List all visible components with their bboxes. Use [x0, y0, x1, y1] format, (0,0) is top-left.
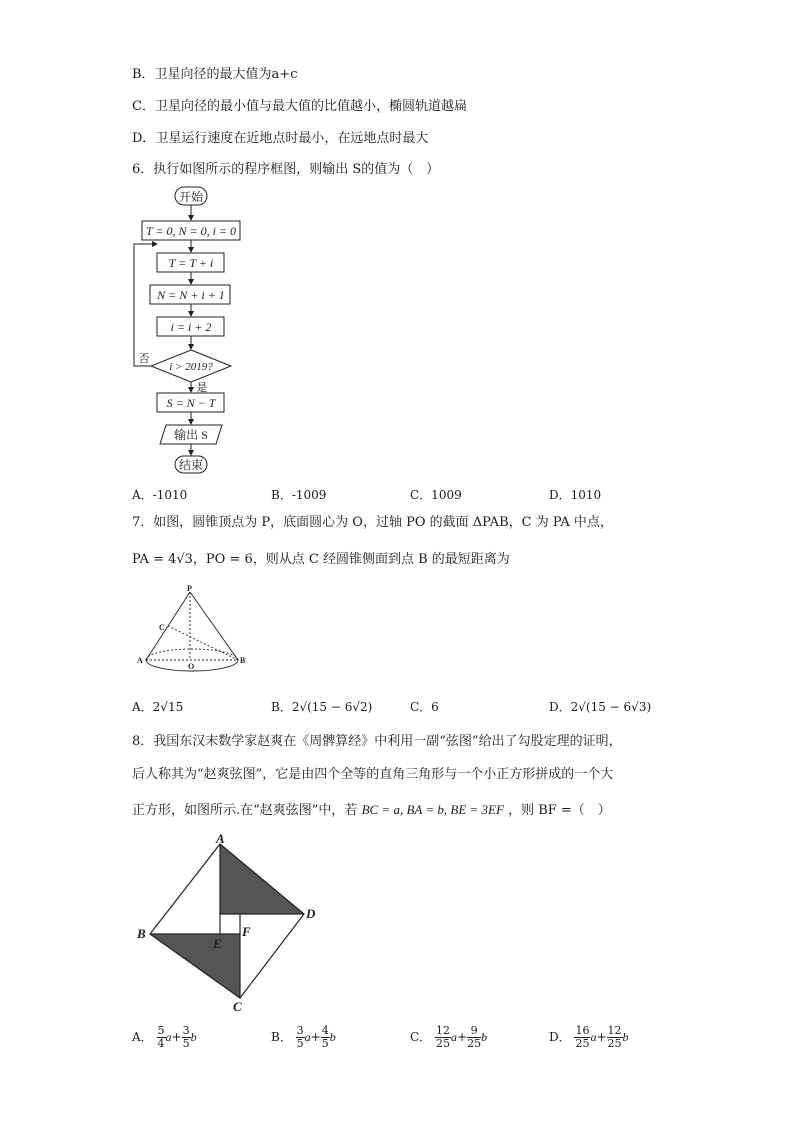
q8-stem-line3-prefix: 正方形，如图所示.在“赵爽弦图”中，若: [132, 803, 358, 818]
q8-option-b: B． $\frac{3}{5}$ a+ $\frac{4}{5}$ b: [271, 1024, 336, 1050]
q6-stem: 6．执行如图所示的程序框图，则输出 S的值为（ ）: [132, 162, 440, 177]
q8-stem-line1: 8．我国东汉末数学家赵爽在《周髀算经》中利用一副“弦图”给出了勾股定理的证明，: [132, 734, 622, 749]
q7-option-a: A．2√15: [132, 700, 184, 714]
q5-option-c: C．卫星向径的最小值与最大值的比值越小，椭圆轨道越扁: [132, 99, 467, 114]
q8-stem-line3: [132, 801, 611, 820]
q7-option-d: D．2√(15 − 6√3): [549, 700, 652, 714]
flow-step-i: i = i + 2: [170, 320, 212, 334]
q5-option-d: D．卫星运行速度在近地点时最小，在远地点时最大: [132, 131, 429, 146]
q7-option-b: B．2√(15 − 6√2): [271, 700, 373, 714]
square-label-a: A: [216, 831, 225, 846]
q7-cone-figure: [134, 584, 254, 680]
flow-start: 开始: [178, 190, 204, 204]
square-label-b: B: [137, 926, 146, 941]
q6-option-c: C．1009: [410, 488, 462, 502]
flow-condition: i > 2019?: [169, 361, 213, 373]
cone-label-a: A: [137, 656, 143, 665]
flow-end: 结束: [178, 458, 204, 472]
cone-label-b: B: [240, 656, 246, 665]
flow-step-t: T = T + i: [168, 256, 214, 270]
flow-init: T = 0, N = 0, i = 0: [145, 224, 237, 238]
flow-yes-label: 是: [196, 382, 208, 394]
q8-option-a: A． $\frac{5}{4}$ a+ $\frac{3}{5}$ b: [132, 1024, 197, 1050]
q6-option-a: A．-1010: [132, 488, 188, 502]
q6-option-d: D．1010: [549, 488, 602, 502]
q8-option-c: C． $\frac{12}{25}$ a+ $\frac{9}{25}$ b: [410, 1024, 488, 1050]
q6-flowchart: [128, 184, 258, 476]
q8-vector-condition: BC = a, BA = b, BE = 3EF: [361, 802, 504, 817]
q8-option-d: D． $\frac{16}{25}$ a+ $\frac{12}{25}$ b: [549, 1024, 629, 1050]
flow-no-label: 否: [138, 353, 150, 365]
cone-label-c: C: [159, 623, 165, 632]
q8-stem-line3-suffix: ，则 BF =（ ）: [508, 803, 611, 818]
q6-option-b: B．-1009: [271, 488, 327, 502]
q7-stem-line2: PA = 4√3，PO = 6，则从点 C 经圆锥侧面到点 B 的最短距离为: [132, 552, 510, 567]
q8-zhao-shuang-figure: [134, 830, 324, 1016]
square-label-d: D: [306, 906, 316, 921]
cone-label-p: P: [187, 584, 192, 593]
q7-stem-line1: 7．如图，圆锥顶点为 P，底面圆心为 O，过轴 PO 的截面 ΔPAB，C 为 PA 中点，: [132, 515, 613, 530]
q5-option-b: B．卫星向径的最大值为a+c: [132, 67, 298, 82]
q8-stem-line2: 后人称其为“赵爽弦图”，它是由四个全等的直角三角形与一个小正方形拼成的一个大: [132, 767, 614, 782]
flow-result: S = N − T: [166, 396, 216, 410]
cone-label-o: O: [188, 662, 195, 671]
square-label-f: F: [242, 924, 251, 939]
flow-output: 输出 S: [174, 428, 208, 442]
square-label-e: E: [213, 936, 222, 951]
flow-step-n: N = N + i + 1: [157, 288, 225, 302]
square-label-c: C: [233, 999, 242, 1014]
q7-option-c: C．6: [410, 700, 439, 714]
